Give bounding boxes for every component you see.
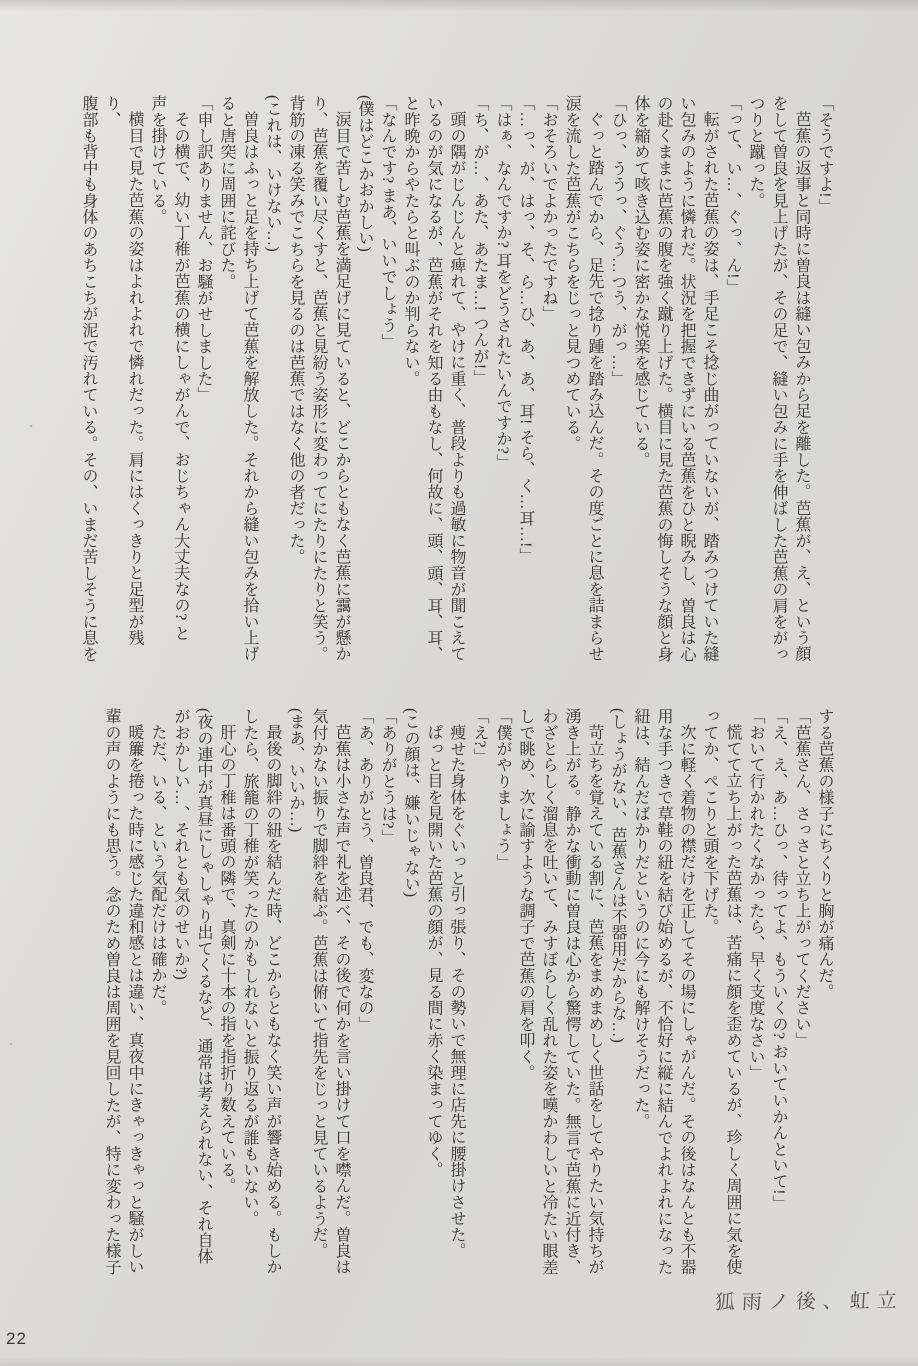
scan-specks: [0, 0, 2, 2]
text-line: 転がされた芭蕉の姿は、手足こそ捻じ曲がっていないが、踏みつけていた縫: [701, 111, 718, 662]
text-line: ぐっと踏んでから、足先で捻り踵を踏み込んだ。その度ごとに息を詰まらせ: [586, 111, 603, 662]
text-line: 声を掛けている。: [149, 95, 166, 225]
text-line: 「え、え、あ…ひっ、待ってよ、もういくの? おいていかんといて!」: [770, 708, 787, 1212]
page-number: 22: [6, 1329, 27, 1348]
text-line: (僕はどこかおかしい): [356, 95, 373, 252]
text-line: ってか、ぺこりと頭を下げた。: [701, 708, 718, 935]
text-line: 肝心の丁稚は番頭の隣で、真剣に十本の指を指折り数えている。: [218, 724, 235, 1194]
text-line: 「おそろいでよかったですね」: [540, 95, 557, 322]
text-line: 気付かない振りで脚絆を結ぶ。芭蕉は俯いて指先をじっと見ているようだ。: [310, 708, 327, 1259]
text-line: (しょうがない、芭蕉さんは不器用だからな…): [609, 708, 626, 1044]
text-line: と昨晩からやたらと叫ぶのか判らない。: [402, 95, 419, 387]
text-line: い包みのように憐れだ。状況を把握できずにいる芭蕉をひと睨みし、曽良は心: [678, 95, 695, 662]
text-line: 背筋の凍る笑みでこちらを見るのは芭蕉ではなく他の者だった。: [287, 95, 304, 565]
text-line: 紐は、結んだばかりだというのに今にも解けそうだった。: [632, 708, 649, 1130]
text-line: つりと蹴った。: [747, 95, 764, 209]
text-line: (夜の連中が真昼にしゃしゃり出てくるなど、通常は考えられない、それ自体: [195, 708, 212, 1265]
text-line: がおかしい…、それとも気のせいか?): [172, 708, 189, 981]
text-line: (これは、いけない…): [264, 95, 281, 252]
text-line: 「はぁ、なんですか? 耳をどうされたいんですか?」: [494, 95, 511, 471]
text-line: の赴くままに芭蕉の腹を強く蹴り上げた。横目に見た芭蕉の悔しそうな顔と身: [655, 95, 672, 662]
text-line: 「そうですよ!」: [816, 95, 833, 214]
text-line: 頭の隅がじんじんと痺れて、やけに重く、普段よりも過敏に物音が聞こえて: [448, 111, 465, 662]
text-line: 芭蕉の返事と同時に曽良は縫い包みから足を離した。芭蕉が、え、という顔: [793, 111, 810, 662]
text-line: 「ち、が…、あた、あたま…! つんが!」: [471, 95, 488, 386]
text-line: 暖簾を捲った時に感じた違和感とは違い、真夜中にきゃっきゃっと騒がしい: [126, 724, 143, 1275]
text-line: 慌てて立ち上がった芭蕉は、苦痛に顔を歪めているが、珍しく周囲に気を使: [724, 724, 741, 1275]
text-line: (まあ、いいか…): [287, 708, 304, 833]
text-line: 「申し訳ありません、お騒がせしました」: [195, 95, 212, 403]
text-line: 痩せた身体をぐいっと引っ張り、その勢いで無理に店先に腰掛けさせた。: [448, 724, 465, 1259]
text-line: する芭蕉の様子にちくりと胸が痛んだ。: [816, 708, 833, 1000]
text-line: いるのが気になるが、芭蕉がそれを知る由もなし、何故に、頭、頭、耳、耳、: [425, 95, 442, 662]
text-line: 「ありがとうは?」: [379, 708, 396, 845]
text-line: 「あ、ありがとう、曽良君、でも、変なの」: [356, 708, 373, 1032]
text-line: 次に軽く着物の襟だけを正してその場にしゃがんだ。その後はなんとも不器: [678, 724, 695, 1275]
text-line: しで眺め、次に諭すような調子で芭蕉の肩を叩く。: [517, 708, 534, 1081]
text-line: 「僕がやりましょう」: [494, 708, 511, 870]
text-line: (この顔は、嫌いじゃない): [402, 708, 419, 898]
text-line: 体を縮めて咳き込む姿に密かな悦楽を感じている。: [632, 95, 649, 468]
text-line: 「え?」: [471, 708, 488, 764]
text-line: わざとらしく溜息を吐いて、みすぼらしく乱れた姿を嘆かわしいと冷たい眼差: [540, 708, 557, 1275]
text-line: 最後の脚絆の紐を結んだ時、どこからともなく笑い声が響き始める。もしか: [264, 724, 281, 1275]
text-line: ぱっと目を見開いた芭蕉の顔が、見る間に赤く染まってゆく。: [425, 724, 442, 1178]
text-line: をして曽良を見上げたが、その足で、縫い包みに手を伸ばした芭蕉の肩をがっ: [770, 95, 787, 662]
text-line: 「って、い…、ぐっ、ん!」: [724, 95, 741, 295]
text-line: 苛立ちを覚えている割に、芭蕉をまめまめしく世話をしてやりたい気持ちが: [586, 724, 603, 1275]
text-line: 「おいて行かれたくなかったら、早く支度なさい」: [747, 708, 764, 1081]
text-line: 「なんです? まあ、いいでしょう」: [379, 95, 396, 350]
text-line: 湧き上がる。静かな衝動に曽良は心から驚愕していた。無言で芭蕉に近付き、: [563, 708, 580, 1275]
text-line: 「ひっ、ううっ、ぐう…つう、がっ…」: [609, 95, 626, 387]
text-line: 芭蕉は小さな声で礼を述べ、その後で何かを言い掛けて口を噤んだ。曽良は: [333, 724, 350, 1275]
chapter-title: 狐雨ノ後、虹立: [714, 1290, 905, 1314]
text-line: 涙目で苦しむ芭蕉を満足げに見ていると、どこからともなく芭蕉に靄が懸か: [333, 111, 350, 662]
text-line: 「芭蕉さん、さっさと立ち上がってください」: [793, 708, 810, 1049]
text-line: 「…っ、が、はっ、そ、ら…ひ、あ、あ、耳! そら、く…耳…!」: [517, 95, 534, 564]
text-line: 輩の声のようにも思う。念のため曽良は周囲を見回したが、特に変わった様子: [103, 708, 120, 1275]
text-line: 用な手つきで草鞋の紐を結び始めるが、不恰好に縦に結んでよれよれになった: [655, 708, 672, 1275]
bottom-text-block: [98, 708, 836, 1278]
text-line: ただ、いる、という気配だけは確かだ。: [149, 724, 166, 1016]
text-line: り、芭蕉を覆い尽くすと、芭蕉と見紛う姿形に変わってにたりにたりと笑う。: [310, 95, 327, 662]
text-line: 曽良はふっと足を持ち上げて芭蕉を解放した。それから縫い包みを拾い上げ: [241, 111, 258, 662]
text-line: したら、旅籠の丁稚が笑ったのかもしれないと振り返るが誰もいない。: [241, 708, 258, 1227]
text-line: 横目で見た芭蕉の姿はよれよれで憐れだった。肩にはくっきりと足型が残り、: [103, 95, 143, 646]
text-line: 腹部も背中も身体のあちこちが泥で汚れている。その、いまだ苦しそうに息を: [80, 95, 97, 662]
text-line: 涙を流した芭蕉がこちらをじっと見つめている。: [563, 95, 580, 452]
top-text-block: [80, 95, 836, 665]
text-line: その横で、幼い丁稚が芭蕉の横にしゃがんで、おじちゃん大丈夫なの? と: [172, 111, 189, 641]
text-line: ると唐突に周囲に詫びた。: [218, 95, 235, 290]
